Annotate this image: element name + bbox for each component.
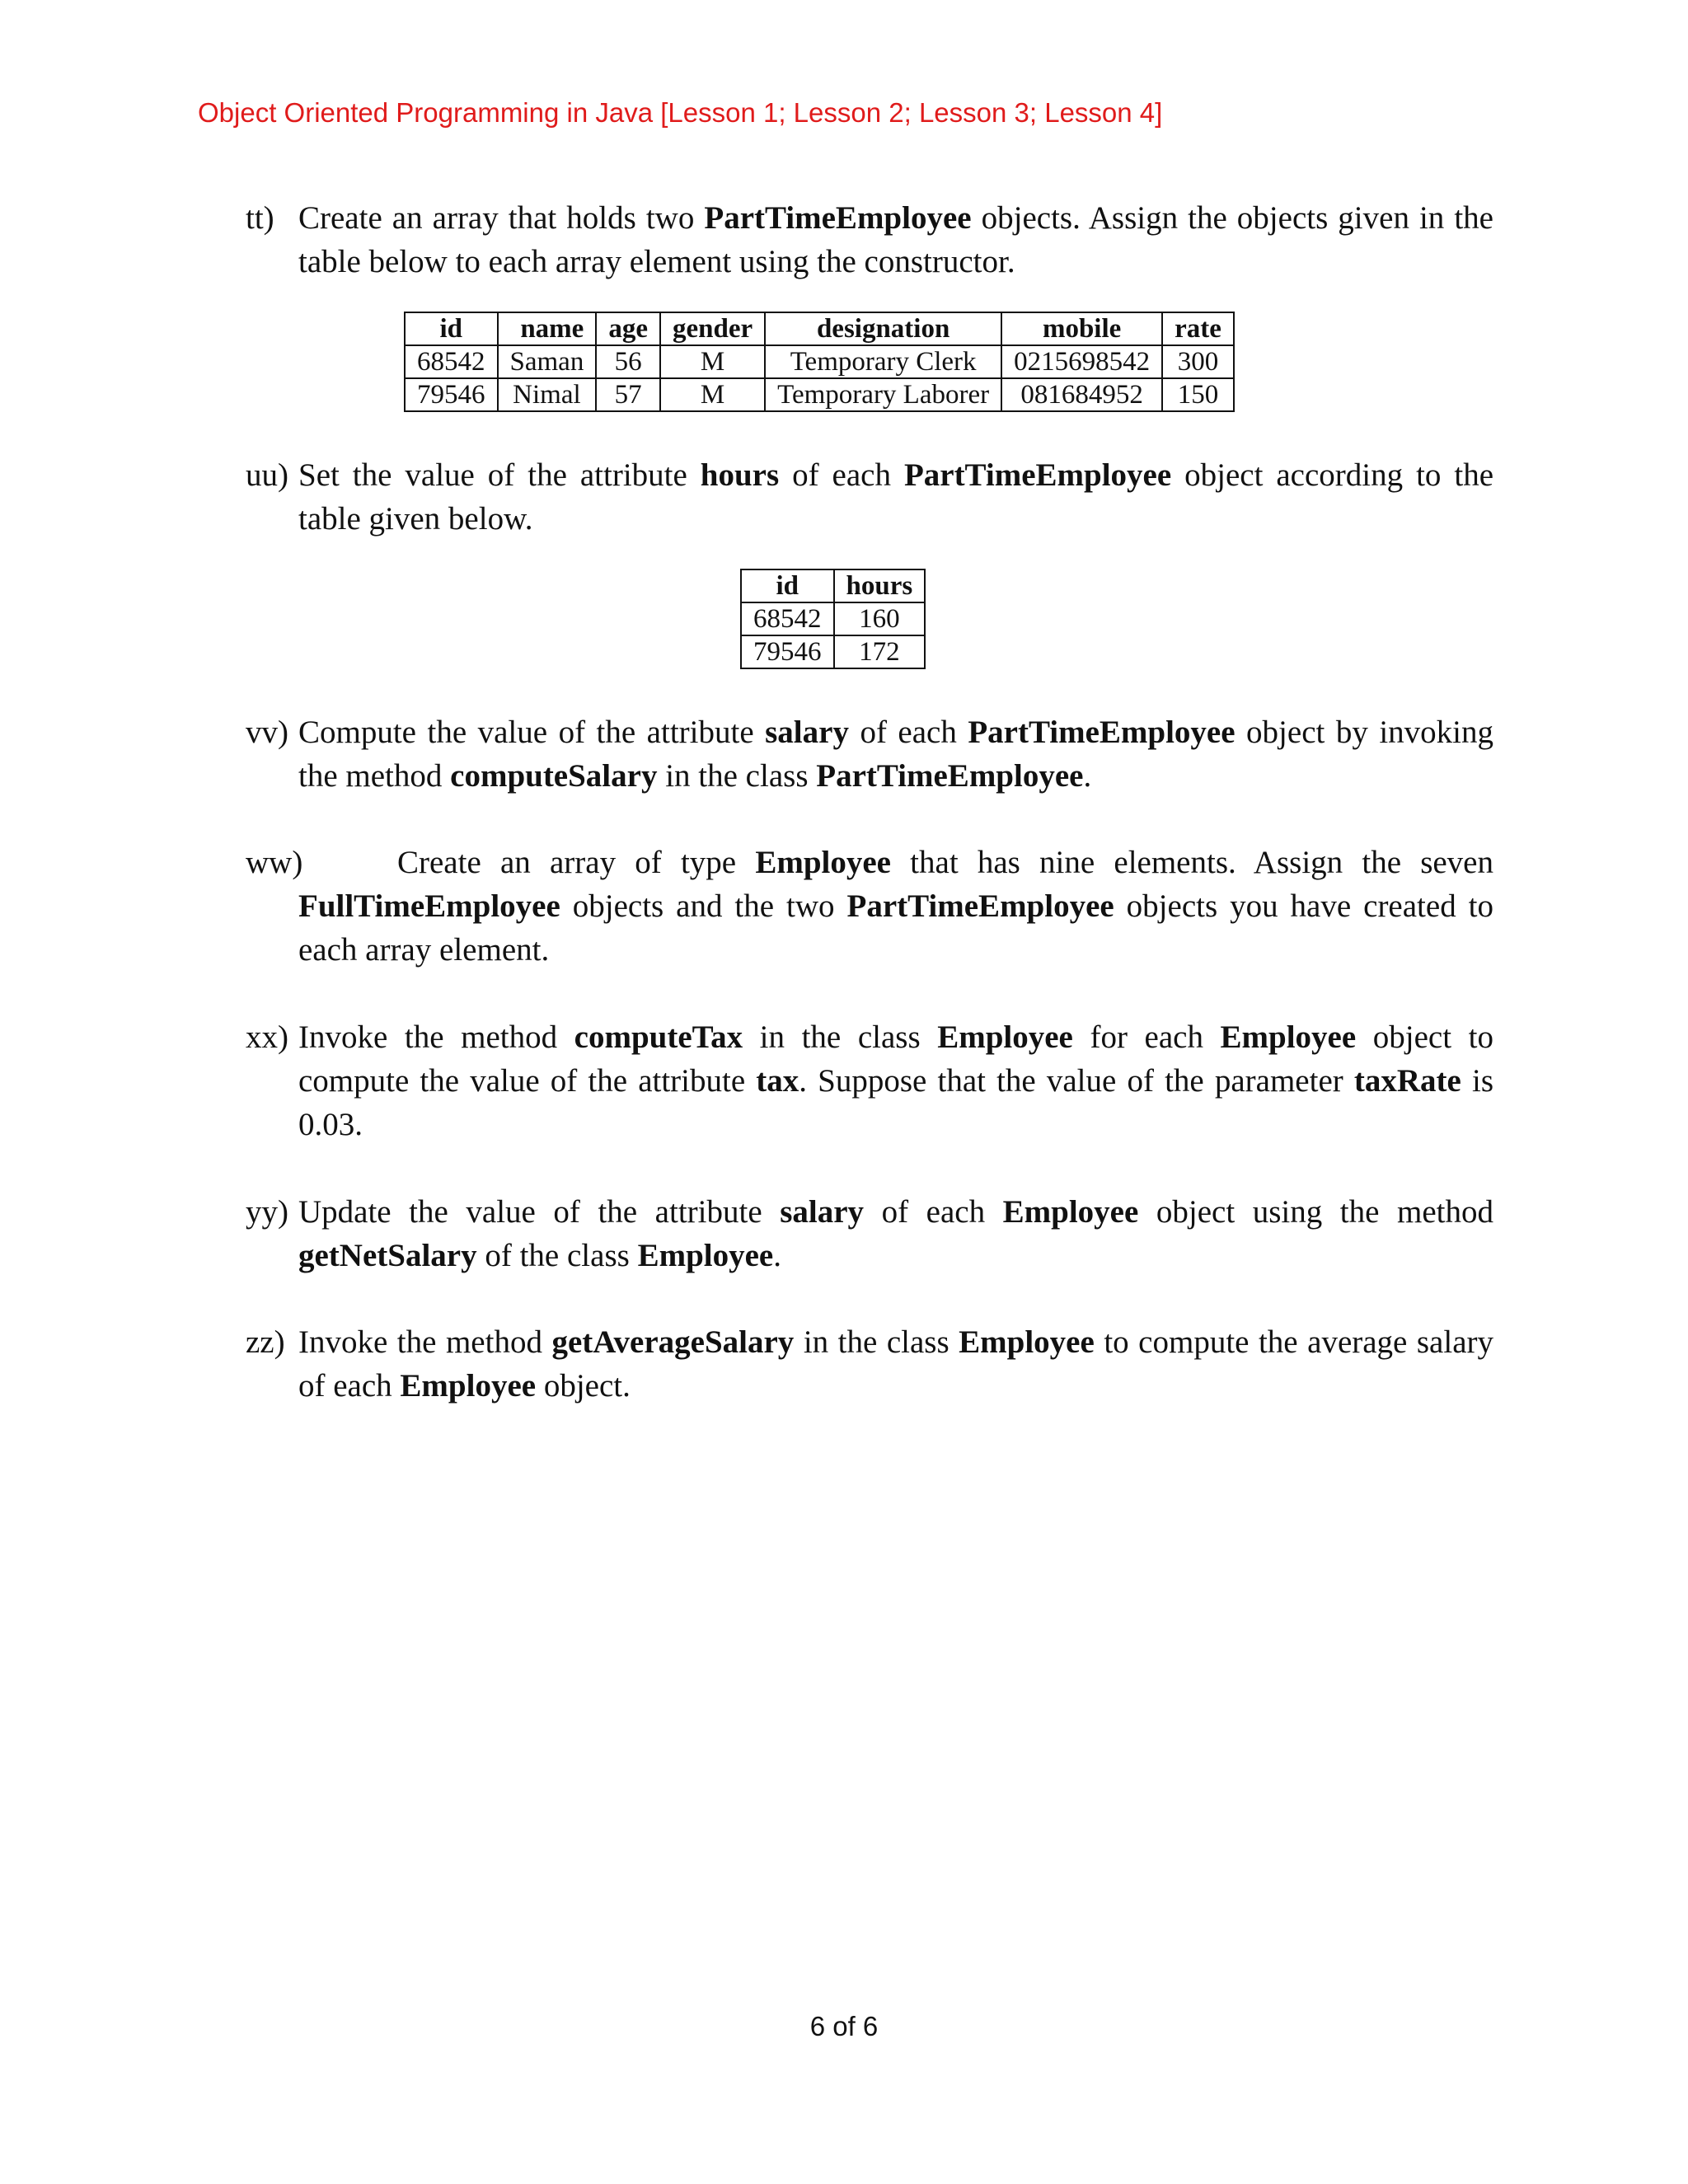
attribute-name: tax [756,1063,799,1099]
table-row [405,345,1234,378]
text-run: Create an array of type [397,845,756,880]
text-run: objects you have created to each array element. [298,888,1493,968]
class-name: Employee [400,1368,537,1404]
text-run: object by invoking the method [298,715,1493,794]
item-text [298,453,1493,541]
table-cell: Temporary Clerk [765,345,1001,378]
column-header: hours [834,569,926,602]
item-text [298,1015,1493,1146]
table-row [741,635,925,668]
class-name: Employee [1002,1194,1139,1230]
table-cell: 081684952 [1001,378,1162,411]
method-name: getAverageSalary [551,1324,795,1360]
text-run: objects. Assign the objects given in the table below to each array element using the constructor. [298,200,1493,279]
page-number: 6 of 6 [809,2011,879,2041]
table-cell: 0215698542 [1001,345,1162,378]
exercise-zz [246,1320,1493,1408]
text-run: of the class [476,1238,638,1273]
text-run: of each [779,457,904,493]
table-cell: 300 [1162,345,1234,378]
item-text [298,841,1493,972]
item-marker: vv) [246,715,288,750]
text-run: Invoke the method [298,1019,574,1055]
text-run: object using the method [1138,1194,1494,1230]
item-text [298,710,1493,798]
method-name: getNetSalary [298,1238,477,1273]
column-header: id [741,569,834,602]
table-cell: 68542 [405,345,498,378]
class-name: PartTimeEmployee [846,888,1114,924]
table-cell: 150 [1162,378,1234,411]
table-row [741,602,925,635]
exercise-ww [246,841,1493,972]
class-name: Employee [937,1019,1073,1055]
item-text [298,1190,1493,1277]
class-name: Employee [959,1324,1095,1360]
class-name: Employee [637,1238,774,1273]
class-name: PartTimeEmployee [816,758,1084,794]
class-name: PartTimeEmployee [704,200,972,236]
table-row [405,378,1234,411]
text-run: . Suppose that the value of the parameter [799,1063,1354,1099]
item-text [298,196,1493,284]
column-header: designation [765,312,1001,345]
class-name: Employee [1220,1019,1357,1055]
item-marker: ww) [246,845,303,880]
exercise-yy [246,1190,1493,1277]
text-run: of each [848,715,968,750]
text-run: object according to the table given below. [298,457,1494,537]
item-marker: xx) [246,1019,288,1055]
text-run: object. [536,1368,631,1404]
attribute-name: hours [700,457,780,493]
table-cell: 57 [596,378,660,411]
text-run: Compute the value of the attribute [298,715,766,750]
item-marker: tt) [246,200,274,236]
column-header: id [405,312,498,345]
text-run: . [1083,758,1092,794]
text-run: in the class [794,1324,959,1360]
table-cell: Temporary Laborer [765,378,1001,411]
exercise-tt [246,196,1493,284]
item-text [298,1320,1493,1408]
method-name: computeSalary [450,758,658,794]
table-cell: Saman [498,345,597,378]
column-header: gender [660,312,765,345]
text-run: objects and the two [560,888,847,924]
table-cell: Nimal [498,378,597,411]
text-run: Invoke the method [298,1324,552,1360]
table-header-row [405,312,1234,345]
class-name: PartTimeEmployee [903,457,1172,493]
table-cell: 160 [834,602,926,635]
item-marker: uu) [246,457,288,493]
table-cell: 172 [834,635,926,668]
table-cell: 68542 [741,602,834,635]
item-marker: yy) [246,1194,288,1230]
table-cell: M [660,378,765,411]
table-header-row [741,569,925,602]
class-name: Employee [755,845,891,880]
exercise-vv [246,710,1493,798]
table-cell: M [660,345,765,378]
table-cell: 79546 [405,378,498,411]
employee-table [404,312,1235,412]
hours-table [740,569,926,669]
text-run: Set the value of the attribute [298,457,701,493]
text-run: that has nine elements. Assign the seven [890,845,1493,880]
text-run: . [773,1238,781,1273]
parameter-name: taxRate [1353,1063,1461,1099]
text-run: in the class [657,758,817,794]
text-run: to compute the average salary of each [298,1324,1493,1404]
class-name: PartTimeEmployee [968,715,1236,750]
table-cell: 56 [596,345,660,378]
exercise-xx [246,1015,1493,1146]
page-header: Object Oriented Programming in Java [Lesson 1; Lesson 2; Lesson 3; Lesson 4] [198,97,1163,128]
text-run: object to compute the value of the attribute [298,1019,1493,1099]
text-run: of each [864,1194,1003,1230]
column-header: rate [1162,312,1234,345]
exercise-uu [246,453,1493,541]
class-name: FullTimeEmployee [298,888,560,924]
attribute-name: salary [765,715,849,750]
text-run: Update the value of the attribute [298,1194,781,1230]
text-run: is 0.03. [298,1063,1493,1142]
column-header: age [596,312,660,345]
text-run: for each [1072,1019,1221,1055]
table-cell: 79546 [741,635,834,668]
column-header: name [498,312,597,345]
attribute-name: salary [780,1194,865,1230]
text-run: in the class [743,1019,938,1055]
text-run: Create an array that holds two [298,200,705,236]
item-marker: zz) [246,1324,285,1360]
column-header: mobile [1001,312,1162,345]
method-name: computeTax [574,1019,743,1055]
